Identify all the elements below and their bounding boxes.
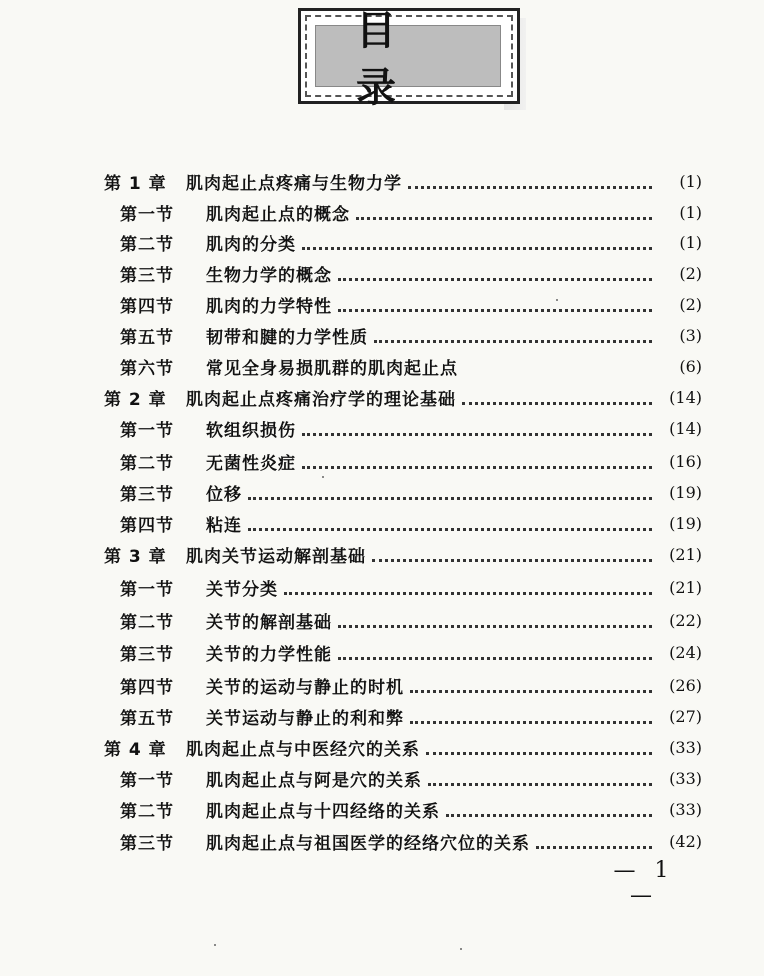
leader-dots (302, 239, 652, 250)
toc-page-number: (16) (669, 451, 702, 471)
leader-dots (338, 301, 652, 312)
leader-dots (356, 209, 652, 220)
toc-chapter[interactable] (104, 166, 702, 196)
title-banner (298, 8, 520, 111)
toc-title: 肌肉起止点与阿是穴的关系 (206, 770, 422, 791)
toc-section[interactable] (120, 413, 702, 443)
toc-label: 第一节 (120, 770, 174, 791)
toc-label: 第一节 (120, 579, 174, 600)
leader-dots (284, 584, 652, 595)
toc-section[interactable] (120, 258, 702, 288)
toc-label: 第 2 章 (104, 389, 167, 410)
toc-title: 肌肉关节运动解剖基础 (186, 546, 366, 567)
toc-page-number: (19) (669, 482, 702, 502)
toc-label: 第三节 (120, 484, 174, 505)
leader-dots (248, 489, 652, 500)
leader-dots (248, 520, 652, 531)
toc-title: 位移 (206, 484, 242, 505)
toc-label: 第三节 (120, 265, 174, 286)
toc-page-number: (3) (679, 325, 702, 345)
leader-dots (410, 713, 652, 724)
toc-section[interactable] (120, 763, 702, 793)
toc-page-number: (2) (679, 263, 702, 283)
toc-title: 生物力学的概念 (206, 265, 332, 286)
page-title: 目录 (315, 25, 501, 87)
toc-section[interactable] (120, 351, 702, 381)
scan-speck (556, 299, 558, 301)
toc-section[interactable] (120, 637, 702, 667)
toc-label: 第一节 (120, 204, 174, 225)
toc-page-number: (14) (669, 387, 702, 407)
leader-dots (410, 682, 652, 693)
toc-page-number: (19) (669, 513, 702, 533)
page-number: — 1 — (613, 858, 675, 908)
toc-page-number: (33) (669, 737, 702, 757)
leader-dots (426, 744, 652, 755)
toc-title: 肌肉起止点与祖国医学的经络穴位的关系 (206, 833, 530, 854)
scan-speck (460, 948, 462, 950)
toc-title: 关节的力学性能 (206, 644, 332, 665)
toc-section[interactable] (120, 508, 702, 538)
toc-title: 关节的运动与静止的时机 (206, 677, 404, 698)
leader-dots (462, 394, 652, 405)
toc-chapter[interactable] (104, 539, 702, 569)
toc-label: 第三节 (120, 833, 174, 854)
toc-page-number: (22) (669, 610, 702, 630)
leader-dots (302, 458, 652, 469)
toc-section[interactable] (120, 320, 702, 350)
toc-label: 第五节 (120, 708, 174, 729)
leader-dots (446, 806, 652, 817)
toc-title: 肌肉起止点与中医经穴的关系 (186, 739, 420, 760)
toc-section[interactable] (120, 477, 702, 507)
toc-section[interactable] (120, 670, 702, 700)
toc-label: 第四节 (120, 296, 174, 317)
leader-dots (464, 363, 652, 374)
toc-title: 韧带和腱的力学性质 (206, 327, 368, 348)
leader-dots (302, 425, 652, 436)
toc-page-number: (2) (679, 294, 702, 314)
toc-label: 第二节 (120, 612, 174, 633)
toc-page-number: (1) (679, 232, 702, 252)
leader-dots (338, 649, 652, 660)
toc-label: 第六节 (120, 358, 174, 379)
toc-page-number: (42) (669, 831, 702, 851)
toc-section[interactable] (120, 826, 702, 856)
toc-label: 第二节 (120, 801, 174, 822)
toc-section[interactable] (120, 197, 702, 227)
leader-dots (536, 838, 652, 849)
toc-page-number: (27) (669, 706, 702, 726)
toc-page-number: (33) (669, 768, 702, 788)
leader-dots (338, 270, 652, 281)
toc-title: 粘连 (206, 515, 242, 536)
toc-label: 第五节 (120, 327, 174, 348)
toc-chapter[interactable] (104, 382, 702, 412)
toc-page-number: (21) (669, 577, 702, 597)
toc-label: 第三节 (120, 644, 174, 665)
toc-label: 第四节 (120, 515, 174, 536)
toc-page-number: (1) (679, 202, 702, 222)
scan-speck (214, 944, 216, 946)
toc-title: 常见全身易损肌群的肌肉起止点 (206, 358, 458, 379)
toc-title: 肌肉起止点的概念 (206, 204, 350, 225)
toc-page-number: (6) (679, 356, 702, 376)
toc-title: 软组织损伤 (206, 420, 296, 441)
toc-title: 肌肉起止点与十四经络的关系 (206, 801, 440, 822)
toc-title: 关节运动与静止的利和弊 (206, 708, 404, 729)
leader-dots (338, 617, 652, 628)
leader-dots (374, 332, 652, 343)
toc-page-number: (1) (679, 171, 702, 191)
toc-title: 肌肉起止点疼痛与生物力学 (186, 173, 402, 194)
toc-chapter[interactable] (104, 732, 702, 762)
toc-page-number: (33) (669, 799, 702, 819)
toc-page-number: (21) (669, 544, 702, 564)
toc-label: 第 4 章 (104, 739, 167, 760)
toc-title: 肌肉的力学特性 (206, 296, 332, 317)
toc-section[interactable] (120, 605, 702, 635)
toc-section[interactable] (120, 701, 702, 731)
scan-speck (322, 476, 324, 478)
toc-label: 第二节 (120, 234, 174, 255)
toc-title: 肌肉的分类 (206, 234, 296, 255)
toc-section[interactable] (120, 794, 702, 824)
leader-dots (428, 775, 652, 786)
toc-page-number: (26) (669, 675, 702, 695)
toc-title: 肌肉起止点疼痛治疗学的理论基础 (186, 389, 456, 410)
toc-section[interactable] (120, 572, 702, 602)
toc-label: 第 1 章 (104, 173, 167, 194)
toc-title: 关节的解剖基础 (206, 612, 332, 633)
toc-section[interactable] (120, 289, 702, 319)
toc-label: 第四节 (120, 677, 174, 698)
toc-page-number: (24) (669, 642, 702, 662)
leader-dots (408, 178, 652, 189)
toc-page-number: (14) (669, 418, 702, 438)
toc-section[interactable] (120, 446, 702, 476)
leader-dots (372, 551, 652, 562)
toc-title: 无菌性炎症 (206, 453, 296, 474)
toc-section[interactable] (120, 227, 702, 257)
toc-label: 第 3 章 (104, 546, 167, 567)
toc-title: 关节分类 (206, 579, 278, 600)
toc-label: 第一节 (120, 420, 174, 441)
toc-label: 第二节 (120, 453, 174, 474)
